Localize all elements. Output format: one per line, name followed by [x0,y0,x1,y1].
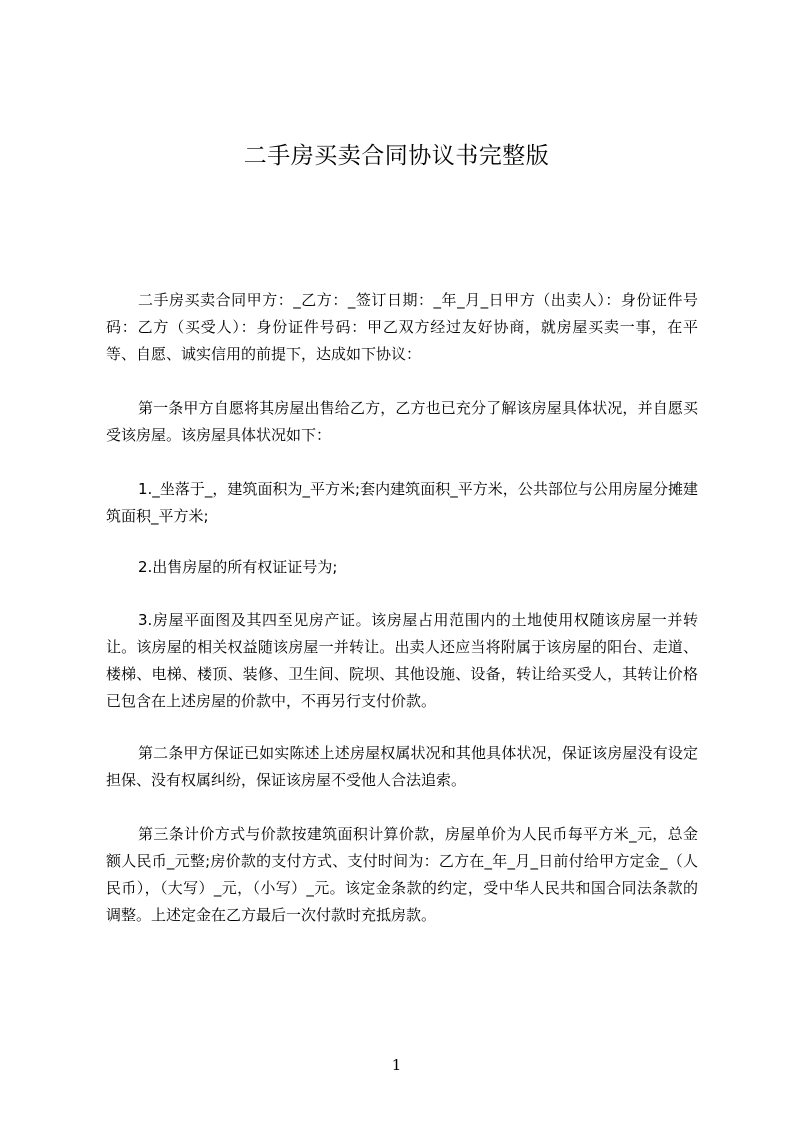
paragraph-preamble: 二手房买卖合同甲方：_乙方：_签订日期：_年_月_日甲方（出卖人）：身份证件号码：乙方（买受人）：身份证件号码：甲乙双方经过友好协商，就房屋买卖一事，在平等、自愿、诚实信用的前提下，达成如下协议： [106,291,698,363]
paragraph-item-2: 2.出售房屋的所有权证证号为; [138,558,338,576]
paragraph-article-2: 第二条甲方保证已如实陈述上述房屋权属状况和其他具体状况，保证该房屋没有设定担保、没有权属纠纷，保证该房屋不受他人合法追索。 [106,744,698,789]
paragraph-item-1: 1._坐落于_，建筑面积为_平方米;套内建筑面积_平方米，公共部位与公用房屋分摊建筑面积_平方米; [106,480,698,525]
paragraph-article-3: 第三条计价方式与价款按建筑面积计算价款，房屋单价为人民币每平方米_元，总金额人民币_元整;房价款的支付方式、支付时间为：乙方在_年_月_日前付给甲方定金_（人民币），（大写）_元，（小写）_元。该定金条款的约定，受中华人民共和国合同法条款的调整。上述定金在乙方最后一次付款时充抵房款。 [106,825,698,924]
page-number: 1 [391,1056,402,1074]
paragraph-item-3: 3.房屋平面图及其四至见房产证。该房屋占用范围内的土地使用权随该房屋一并转让。该房屋的相关权益随该房屋一并转让。出卖人还应当将附属于该房屋的阳台、走道、楼梯、电梯、楼顶、装修、卫生间、院坝、其他设施、设备，转让给买受人，其转让价格已包含在上述房屋的价款中，不再另行支付价款。 [106,611,698,710]
paragraph-article-1: 第一条甲方自愿将其房屋出售给乙方，乙方也已充分了解该房屋具体状况，并自愿买受该房屋。该房屋具体状况如下： [106,399,698,444]
document-title: 二手房买卖合同协议书完整版 [243,143,550,169]
